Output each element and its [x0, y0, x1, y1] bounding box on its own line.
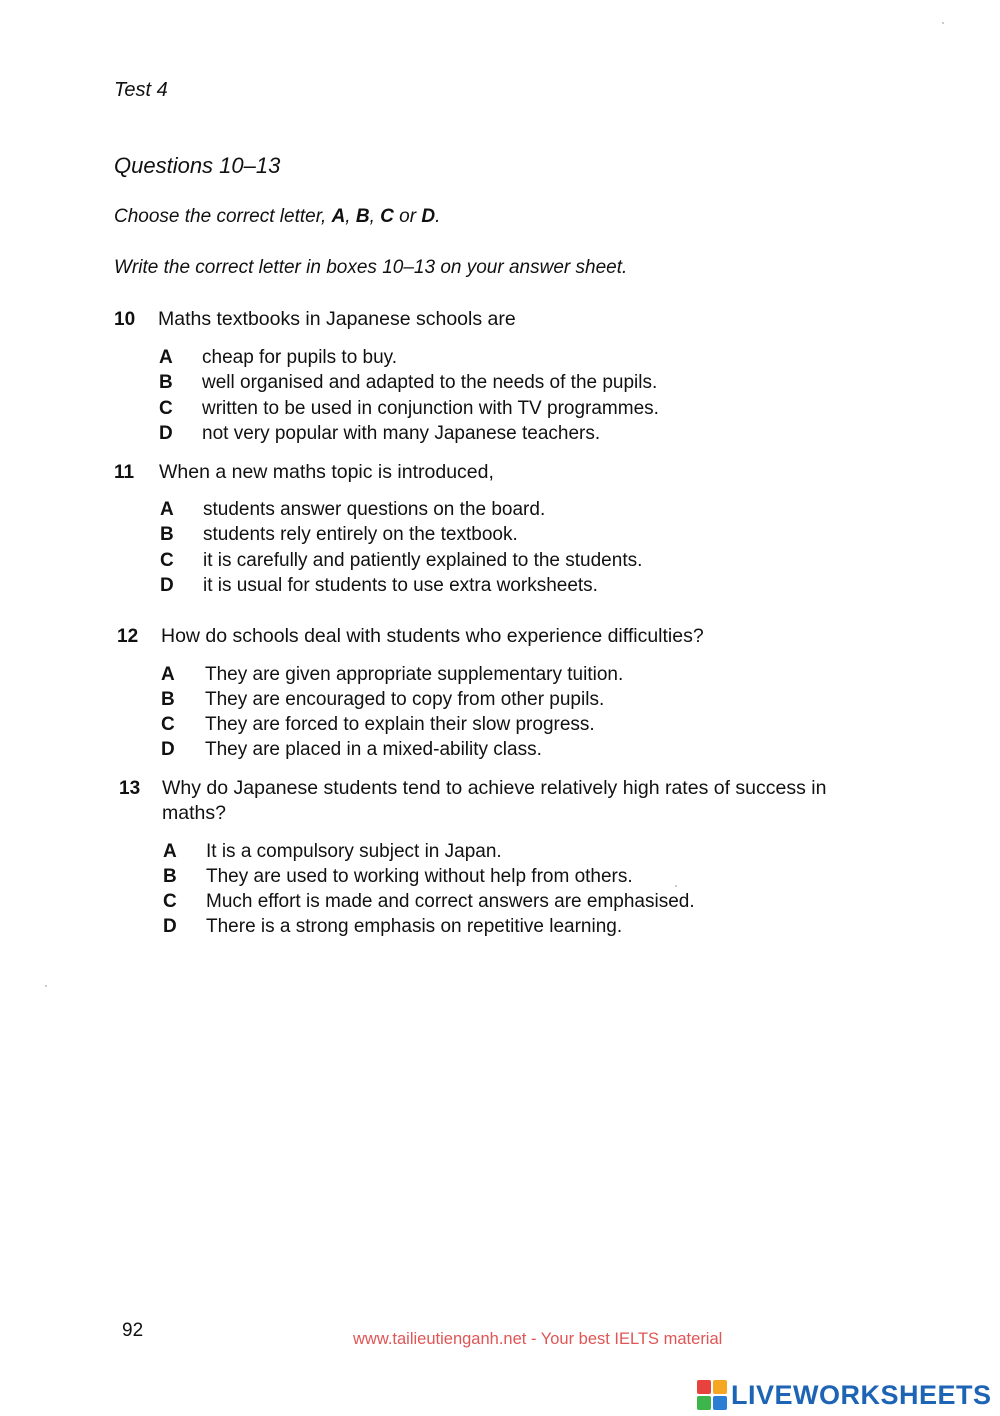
- option-text: They are used to working without help from others.: [206, 866, 633, 887]
- option-text: They are encouraged to copy from other pupils.: [205, 689, 605, 710]
- option-text: There is a strong emphasis on repetitive learning.: [206, 916, 623, 937]
- option-text: not very popular with many Japanese teachers.: [202, 423, 601, 444]
- question-text: How do schools deal with students who experience difficulties?: [161, 625, 704, 647]
- brand-name: LIVEWORKSHEETS: [731, 1379, 992, 1410]
- logo-square: [697, 1396, 711, 1410]
- option-text: They are placed in a mixed-ability class.: [205, 739, 542, 760]
- option-text: Much effort is made and correct answers are emphasised.: [206, 891, 695, 912]
- option-letter: D: [159, 423, 173, 444]
- question-text-line: Why do Japanese students tend to achieve relatively high rates of success in: [162, 777, 827, 799]
- question-text: [162, 776, 826, 826]
- question-number: 11: [114, 462, 135, 483]
- option-text: It is a compulsory subject in Japan.: [206, 841, 502, 862]
- option-letter: A: [163, 841, 177, 862]
- question-text-line: maths?: [162, 802, 226, 824]
- footer-site-text: www.tailieutienganh.net - Your best IELTS material: [353, 1330, 723, 1348]
- option-text: written to be used in conjunction with TV programmes.: [202, 398, 659, 419]
- option-letter: C: [160, 550, 174, 571]
- option-letter: C: [163, 891, 177, 912]
- option-text: students rely entirely on the textbook.: [203, 524, 518, 545]
- option-letter: C: [159, 398, 173, 419]
- question-number: 10: [114, 309, 136, 330]
- question-text: Maths textbooks in Japanese schools are: [158, 308, 516, 330]
- option-letter: C: [161, 714, 175, 735]
- scan-speck: [45, 985, 47, 987]
- option-letter: A: [161, 664, 175, 685]
- option-text: cheap for pupils to buy.: [202, 347, 398, 368]
- option-letter: A: [159, 347, 173, 368]
- option-text: well organised and adapted to the needs of the pupils.: [202, 372, 658, 393]
- option-letter: D: [161, 739, 175, 760]
- section-title: Questions 10–13: [114, 153, 281, 178]
- option-text: They are forced to explain their slow progress.: [205, 714, 595, 735]
- option-text: it is usual for students to use extra worksheets.: [203, 575, 598, 596]
- option-letter: A: [160, 499, 174, 520]
- option-text: They are given appropriate supplementary tuition.: [205, 664, 624, 685]
- scan-speck: [942, 22, 944, 24]
- logo-square: [713, 1396, 727, 1410]
- question-number: 12: [117, 626, 139, 647]
- page-number: 92: [122, 1320, 144, 1341]
- instruction-answer-sheet: Write the correct letter in boxes 10–13 on your answer sheet.: [114, 257, 628, 278]
- option-letter: D: [163, 916, 177, 937]
- liveworksheets-brand[interactable]: [697, 1378, 992, 1412]
- instruction-choose-letter: Choose the correct letter, A, B, C or D.: [114, 206, 441, 227]
- test-label: Test 4: [114, 79, 168, 101]
- option-letter: B: [161, 689, 175, 710]
- option-letter: B: [163, 866, 177, 887]
- liveworksheets-logo-icon: [697, 1380, 727, 1410]
- question-text: When a new maths topic is introduced,: [159, 461, 494, 483]
- option-text: students answer questions on the board.: [203, 499, 546, 520]
- option-text: it is carefully and patiently explained to the students.: [203, 550, 643, 571]
- option-letter: D: [160, 575, 174, 596]
- option-letter: B: [159, 372, 173, 393]
- question-number: 13: [119, 778, 141, 799]
- logo-square: [697, 1380, 711, 1394]
- option-letter: B: [160, 524, 174, 545]
- scan-speck: [675, 885, 677, 887]
- logo-square: [713, 1380, 727, 1394]
